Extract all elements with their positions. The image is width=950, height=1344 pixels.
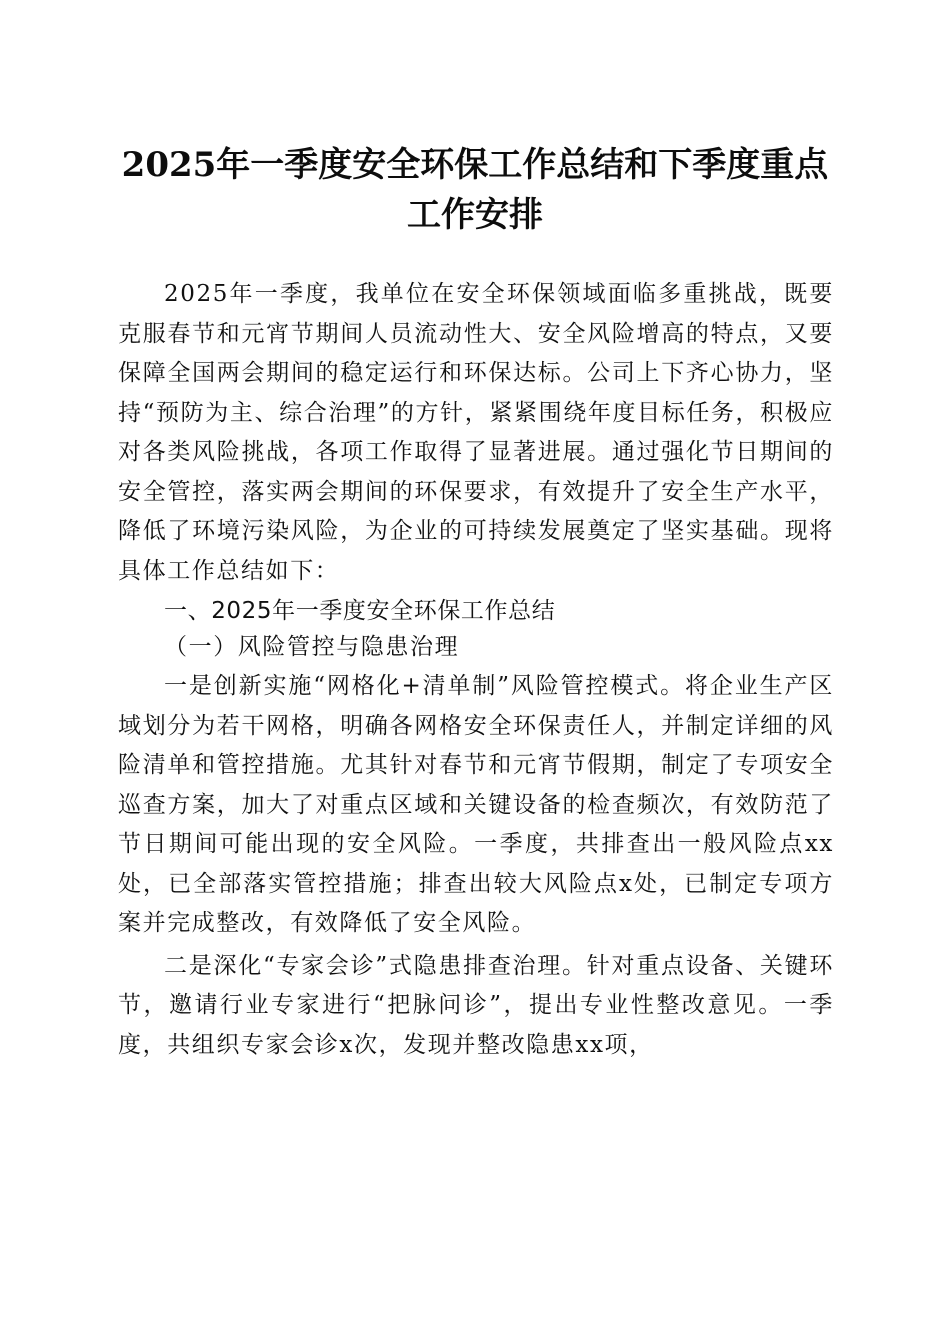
document-body (118, 275, 834, 1065)
paragraph-risk-control: 一是创新实施“网格化+清单制”风险管控模式。将企业生产区域划分为若干网格，明确各网格安全环保责任人，并制定详细的风险清单和管控措施。尤其针对春节和元宵节假期，制定了专项安全巡查方案，加大了对重点区域和关键设备的检查频次，有效防范了节日期间可能出现的安全风险。一季度，共排查出一般风险点xx处，已全部落实管控措施；排查出较大风险点x处，已制定专项方案并完成整改，有效降低了安全风险。 (118, 673, 834, 936)
intro-paragraph: 2025年一季度，我单位在安全环保领域面临多重挑战，既要克服春节和元宵节期间人员流动性大、安全风险增高的特点，又要保障全国两会期间的稳定运行和环保达标。公司上下齐心协力，坚持“预防为主、综合治理”的方针，紧紧围绕年度目标任务，积极应对各类风险挑战，各项工作取得了显著进展。通过强化节日期间的安全管控，落实两会期间的环保要求，有效提升了安全生产水平，降低了环境污染风险，为企业的可持续发展奠定了坚实基础。现将具体工作总结如下： (118, 281, 834, 584)
section-heading: 一、2025年一季度安全环保工作总结 (164, 598, 556, 624)
paragraph-expert-consultation: 二是深化“专家会诊”式隐患排查治理。针对重点设备、关键环节，邀请行业专家进行“把脉问诊”，提出专业性整改意见。一季度，共组织专家会诊x次，发现并整改隐患xx项， (118, 952, 834, 1058)
document-title: 2025年一季度安全环保工作总结和下季度重点工作安排 (121, 145, 829, 235)
subsection-heading: （一）风险管控与隐患治理 (164, 634, 460, 660)
